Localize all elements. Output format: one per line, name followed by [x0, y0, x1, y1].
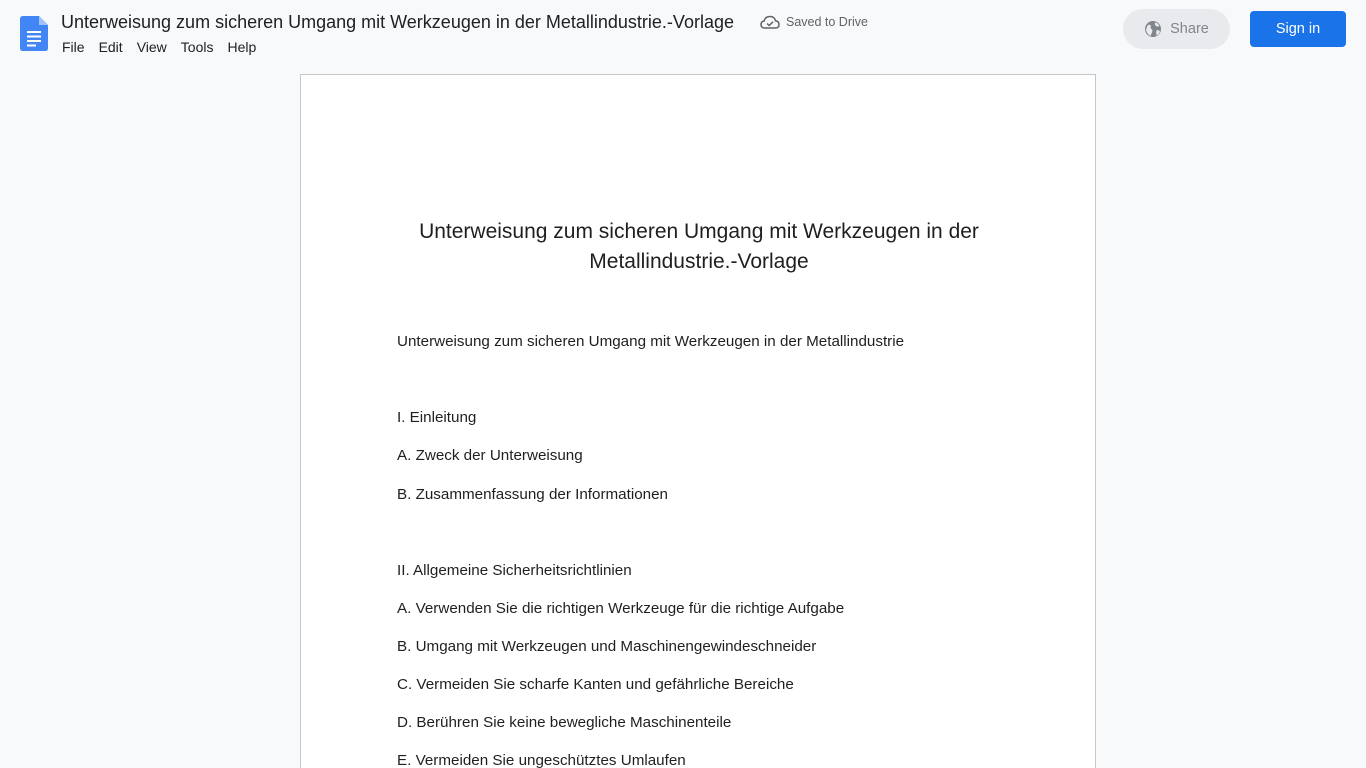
doc-line: B. Zusammenfassung der Informationen: [397, 486, 668, 503]
menu-bar: [55, 36, 263, 58]
menu-edit[interactable]: Edit: [98, 39, 123, 55]
doc-line: E. Vermeiden Sie ungeschütztes Umlaufen: [397, 752, 686, 768]
app-header: [0, 0, 1366, 66]
menu-help[interactable]: Help: [227, 39, 257, 55]
save-status[interactable]: [760, 14, 868, 30]
save-status-label: Saved to Drive: [785, 15, 868, 29]
doc-line: B. Umgang mit Werkzeugen und Maschinengewindeschneider: [397, 638, 817, 655]
sign-in-button[interactable]: Sign in: [1250, 11, 1346, 47]
doc-line: D. Berühren Sie keine bewegliche Maschinenteile: [397, 714, 732, 731]
share-label: Share: [1170, 21, 1209, 37]
document-title[interactable]: Unterweisung zum sicheren Umgang mit Werkzeugen in der Metallindustrie.-Vorlage: [61, 11, 734, 32]
cloud-saved-icon: [760, 14, 780, 30]
doc-line: A. Verwenden Sie die richtigen Werkzeuge für die richtige Aufgabe: [397, 600, 845, 617]
document-page[interactable]: [300, 74, 1096, 768]
docs-logo-icon[interactable]: [20, 16, 48, 51]
globe-icon: [1144, 20, 1162, 38]
share-button[interactable]: [1123, 9, 1230, 49]
menu-view[interactable]: View: [136, 39, 167, 55]
menu-file[interactable]: File: [62, 39, 85, 55]
doc-line: A. Zweck der Unterweisung: [397, 447, 583, 464]
menu-tools[interactable]: Tools: [180, 39, 214, 55]
doc-line: II. Allgemeine Sicherheitsrichtlinien: [397, 562, 632, 579]
doc-line: Unterweisung zum sicheren Umgang mit Werkzeugen in der Metallindustrie: [397, 333, 905, 350]
document-heading: Unterweisung zum sicheren Umgang mit Werkzeugen in der Metallindustrie.-Vorlage: [419, 220, 979, 273]
doc-line: C. Vermeiden Sie scharfe Kanten und gefährliche Bereiche: [397, 676, 794, 693]
doc-line: I. Einleitung: [397, 409, 477, 426]
